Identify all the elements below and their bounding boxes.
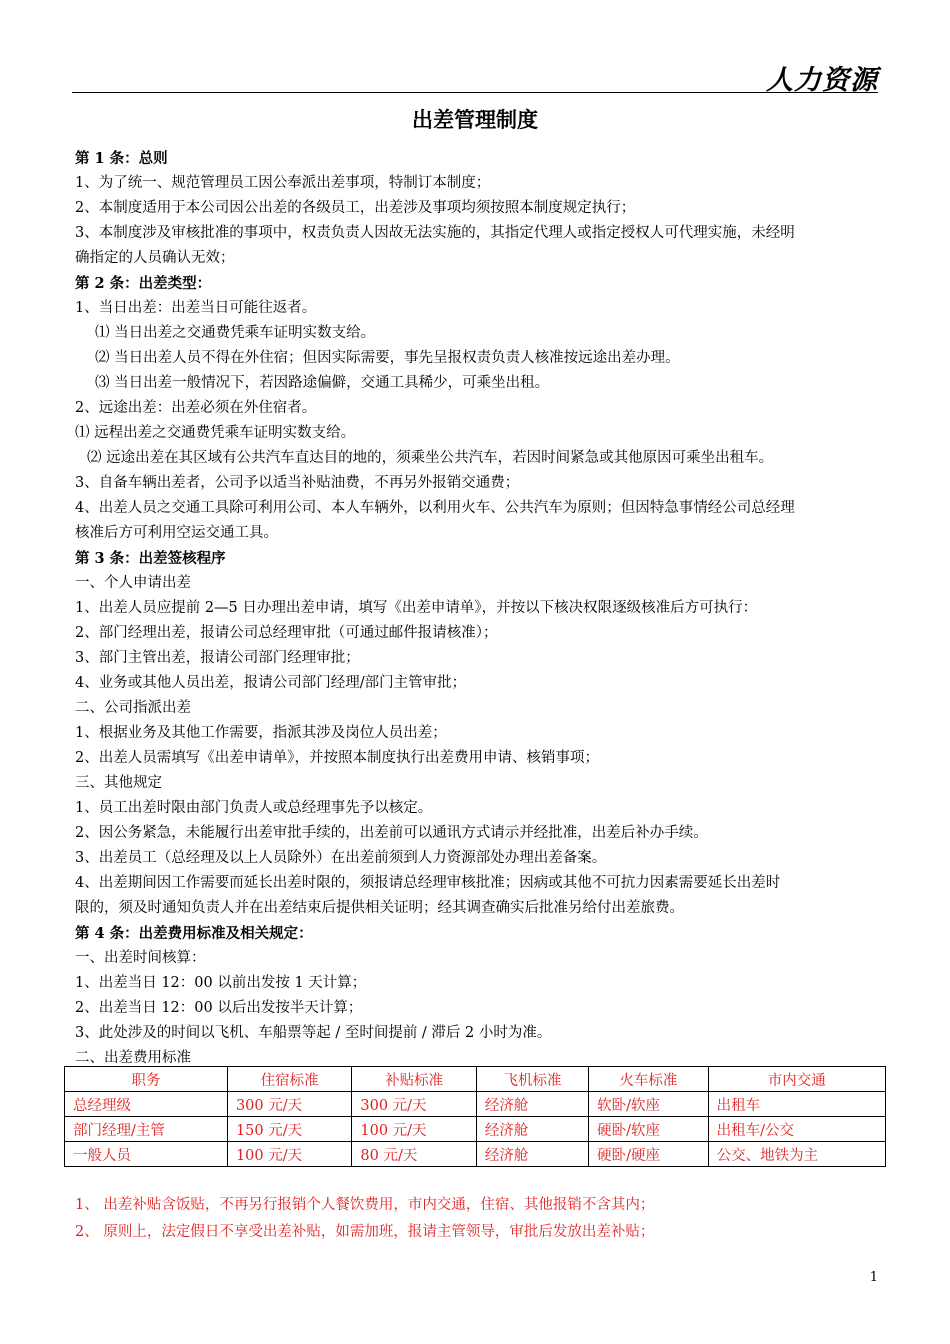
table-cell: 150 元/天 bbox=[227, 1117, 351, 1142]
subsection-heading: 一、出差时间核算： bbox=[75, 950, 206, 966]
section-heading: 第 3 条：出差签核程序 bbox=[75, 550, 226, 567]
subsection-heading: 二、出差费用标准 bbox=[75, 1050, 191, 1066]
table-cell: 300 元/天 bbox=[352, 1092, 476, 1117]
section-heading: 第 4 条：出差费用标准及相关规定： bbox=[75, 925, 313, 942]
table-row bbox=[65, 1092, 886, 1117]
paragraph-line: 2、出差当日 12：00 以后出发按半天计算； bbox=[75, 1000, 363, 1016]
table-cell: 300 元/天 bbox=[227, 1092, 351, 1117]
paragraph-line: 1、当日出差：出差当日可能往返者。 bbox=[75, 300, 317, 316]
paragraph-line: 1、出差当日 12：00 以前出发按 1 天计算； bbox=[75, 975, 367, 991]
column-header: 补贴标准 bbox=[352, 1067, 476, 1092]
paragraph-line: 4、业务或其他人员出差，报请公司部门经理/部门主管审批； bbox=[75, 675, 467, 691]
table-cell: 一般人员 bbox=[65, 1142, 228, 1167]
table-cell: 公交、地铁为主 bbox=[708, 1142, 885, 1167]
column-header: 市内交通 bbox=[708, 1067, 885, 1092]
section-heading: 第 1 条：总则 bbox=[75, 150, 168, 167]
column-header: 飞机标准 bbox=[476, 1067, 588, 1092]
paragraph-line: 3、出差员工（总经理及以上人员除外）在出差前须到人力资源部处办理出差备案。 bbox=[75, 850, 607, 866]
table-header-row bbox=[65, 1067, 886, 1092]
sub-item: ⑴ 当日出差之交通费凭乘车证明实数支给。 bbox=[95, 325, 376, 341]
document-body bbox=[75, 146, 885, 1071]
table-row bbox=[65, 1142, 886, 1167]
table-cell: 硬卧/软座 bbox=[589, 1117, 709, 1142]
sub-item: ⑴ 远程出差之交通费凭乘车证明实数支给。 bbox=[75, 425, 356, 441]
header-brand: 人力资源 bbox=[766, 65, 878, 96]
paragraph-line: 2、远途出差：出差必须在外住宿者。 bbox=[75, 400, 317, 416]
subsection-heading: 一、个人申请出差 bbox=[75, 575, 191, 591]
table-cell: 总经理级 bbox=[65, 1092, 228, 1117]
section-heading: 第 2 条：出差类型： bbox=[75, 275, 212, 292]
sub-item: ⑵ 当日出差人员不得在外住宿；但因实际需要，事先呈报权责负责人核准按远途出差办理。 bbox=[95, 350, 680, 366]
paragraph-line: 1、员工出差时限由部门负责人或总经理事先予以核定。 bbox=[75, 800, 433, 816]
table-cell: 经济舱 bbox=[476, 1142, 588, 1167]
paragraph-line: 限的，须及时通知负责人并在出差结束后提供相关证明；经其调查确实后批准另给付出差旅费。 bbox=[75, 900, 684, 916]
fee-notes bbox=[75, 1192, 895, 1246]
paragraph-line: 2、部门经理出差，报请公司总经理审批（可通过邮件报请核准）； bbox=[75, 625, 498, 641]
fee-standard-table bbox=[64, 1066, 886, 1167]
header-rule bbox=[72, 92, 878, 93]
paragraph-line: 4、出差期间因工作需要而延长出差时限的，须报请总经理审核批准；因病或其他不可抗力因素需要延长出差时 bbox=[75, 875, 781, 891]
table-row bbox=[65, 1117, 886, 1142]
paragraph-line: 3、本制度涉及审核批准的事项中，权责负责人因故无法实施的，其指定代理人或指定授权人可代理实施，未经明 bbox=[75, 225, 795, 241]
table-cell: 100 元/天 bbox=[352, 1117, 476, 1142]
paragraph-line: 2、本制度适用于本公司因公出差的各级员工，出差涉及事项均须按照本制度规定执行； bbox=[75, 200, 636, 216]
paragraph-line: 3、部门主管出差，报请公司部门经理审批； bbox=[75, 650, 360, 666]
sub-item: ⑵ 远途出差在其区域有公共汽车直达目的地的，须乘坐公共汽车，若因时间紧急或其他原因可乘坐出租车。 bbox=[87, 450, 774, 466]
table-cell: 部门经理/主管 bbox=[65, 1117, 228, 1142]
table-cell: 软卧/软座 bbox=[589, 1092, 709, 1117]
note-line: 1、 出差补贴含饭贴，不再另行报销个人餐饮费用，市内交通，住宿、其他报销不含其内； bbox=[75, 1197, 655, 1213]
paragraph-line: 2、因公务紧急，未能履行出差审批手续的，出差前可以通讯方式请示并经批准，出差后补办手续。 bbox=[75, 825, 708, 841]
table-cell: 经济舱 bbox=[476, 1092, 588, 1117]
paragraph-line: 4、出差人员之交通工具除可利用公司、本人车辆外，以利用火车、公共汽车为原则；但因特急事情经公司总经理 bbox=[75, 500, 795, 516]
paragraph-line: 核准后方可利用空运交通工具。 bbox=[75, 525, 278, 541]
page-number: 1 bbox=[869, 1270, 878, 1285]
table-cell: 硬卧/硬座 bbox=[589, 1142, 709, 1167]
table-cell: 100 元/天 bbox=[227, 1142, 351, 1167]
paragraph-line: 2、出差人员需填写《出差申请单》，并按照本制度执行出差费用申请、核销事项； bbox=[75, 750, 599, 766]
paragraph-line: 1、根据业务及其他工作需要，指派其涉及岗位人员出差； bbox=[75, 725, 447, 741]
column-header: 住宿标准 bbox=[227, 1067, 351, 1092]
subsection-heading: 二、公司指派出差 bbox=[75, 700, 191, 716]
subsection-heading: 三、其他规定 bbox=[75, 775, 162, 791]
table-cell: 出租车 bbox=[708, 1092, 885, 1117]
paragraph-line: 确指定的人员确认无效； bbox=[75, 250, 235, 266]
table-cell: 经济舱 bbox=[476, 1117, 588, 1142]
paragraph-line: 3、此处涉及的时间以飞机、车船票等起 / 至时间提前 / 滞后 2 小时为准。 bbox=[75, 1025, 552, 1041]
note-line: 2、 原则上，法定假日不享受出差补贴，如需加班，报请主管领导，审批后发放出差补贴； bbox=[75, 1224, 655, 1240]
column-header: 火车标准 bbox=[589, 1067, 709, 1092]
table-cell: 出租车/公交 bbox=[708, 1117, 885, 1142]
paragraph-line: 1、出差人员应提前 2—5 日办理出差申请，填写《出差申请单》，并按以下核决权限逐级核准后方可执行： bbox=[75, 600, 758, 616]
paragraph-line: 3、自备车辆出差者，公司予以适当补贴油费，不再另外报销交通费； bbox=[75, 475, 520, 491]
paragraph-line: 1、为了统一、规范管理员工因公奉派出差事项，特制订本制度； bbox=[75, 175, 491, 191]
column-header: 职务 bbox=[65, 1067, 228, 1092]
document-title: 出差管理制度 bbox=[412, 107, 538, 132]
sub-item: ⑶ 当日出差一般情况下，若因路途偏僻，交通工具稀少，可乘坐出租。 bbox=[95, 375, 550, 391]
table-cell: 80 元/天 bbox=[352, 1142, 476, 1167]
